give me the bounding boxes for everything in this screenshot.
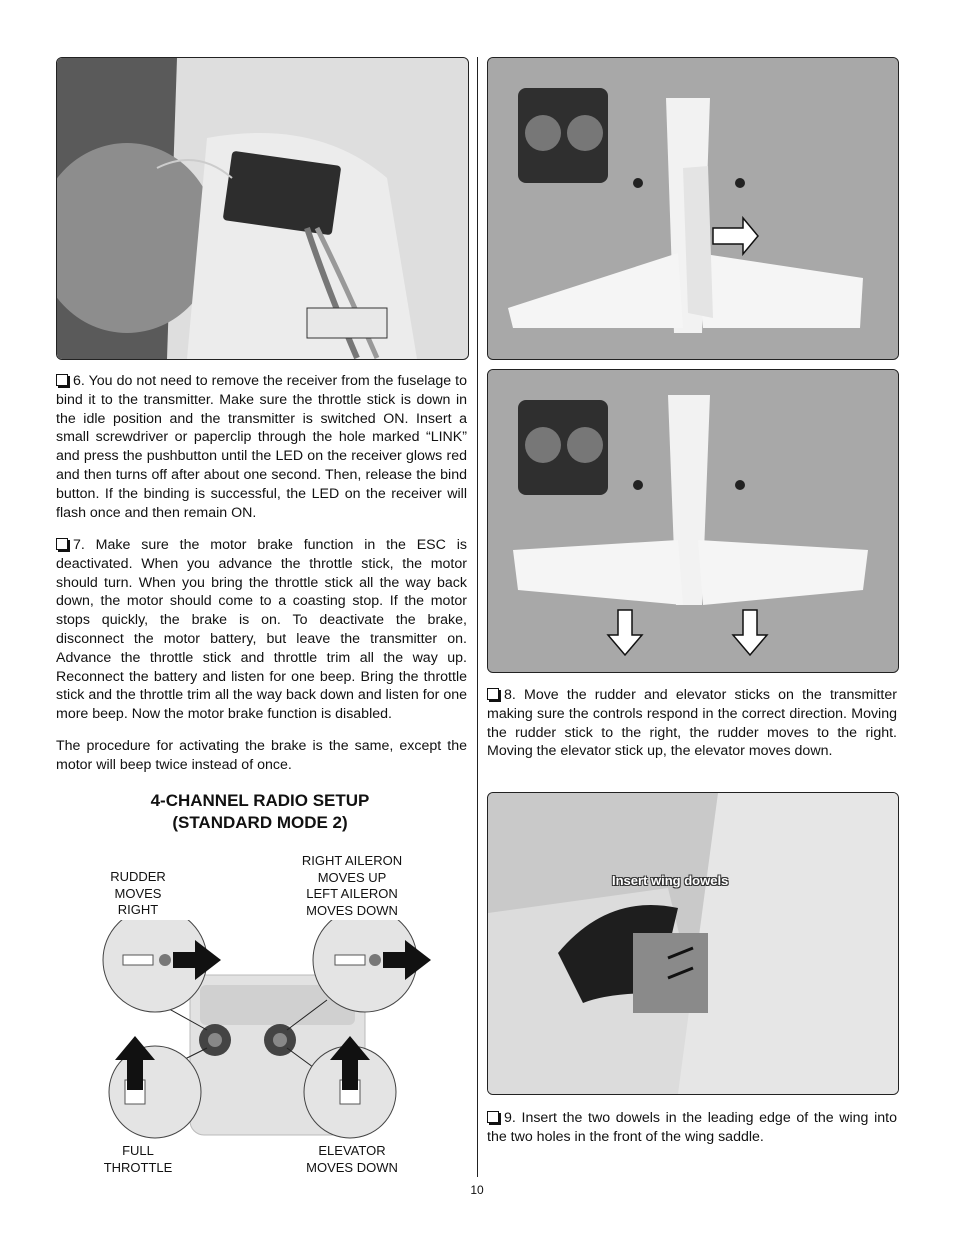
radio-setup-heading-line1: 4-CHANNEL RADIO SETUP: [150, 791, 370, 810]
rudder-photo: [487, 57, 899, 360]
step-8-checkbox[interactable]: [487, 688, 499, 700]
receiver-photo-illustration: [57, 58, 468, 359]
aileron-label-line3: LEFT AILERON: [306, 886, 398, 901]
elevator-label-line1: ELEVATOR: [318, 1143, 386, 1158]
step-8-text: 8. Move the rudder and elevator sticks on the transmitter making sure the controls respond in the correct direction. Moving the rudder stick to the right, the rudder moves to the right. Moving the elevator stick up, the elevator moves down.: [487, 687, 897, 760]
column-divider: [477, 57, 478, 1177]
aileron-stick-ball: [369, 954, 381, 966]
rudder-photo-illustration: [488, 58, 898, 359]
page-number: 10: [470, 1183, 484, 1197]
rudder-label: [88, 869, 188, 919]
elevator-photo: [487, 369, 899, 673]
radio-setup-heading-line2: (STANDARD MODE 2): [172, 813, 348, 832]
step-9-checkbox[interactable]: [487, 1111, 499, 1123]
step-9-text: 9. Insert the two dowels in the leading edge of the wing into the two holes in the front of the wing saddle.: [487, 1110, 897, 1145]
aileron-label-line2: MOVES UP: [317, 869, 387, 885]
brake-note: [56, 737, 467, 775]
rudder-stick-ball: [159, 954, 171, 966]
step-6: [56, 372, 467, 522]
wing-dowels-photo: [487, 792, 899, 1095]
wing-dowels-caption: Insert wing dowels: [612, 873, 729, 888]
rudder-label-line1: RUDDER: [110, 869, 166, 884]
rudder-label-line3: RIGHT: [117, 902, 159, 917]
step-8: [487, 686, 897, 761]
elevator-label-line2: MOVES DOWN: [306, 1159, 398, 1175]
transmitter-diagram: [95, 920, 455, 1140]
aileron-label-line1: RIGHT AILERON: [301, 853, 403, 868]
step-6-text: 6. You do not need to remove the receiver from the fuselage to bind it to the transmitter. Make sure the throttle stick is down in the idle position and the transmitter is switched ON. Insert a small screwdriver or paperclip through the hole marked “LINK” and press the pushbutton until the LED on the receiver glows red and then turns off after about one second. Then, release the bind button. If the binding is successful, the LED on the receiver will flash once and then remain ON.: [56, 373, 467, 521]
rudder-stick-slot: [123, 955, 153, 965]
step-7-text: 7. Make sure the motor brake function in the ESC is deactivated. When you advance the throttle stick, the motor should turn. When you bring the throttle stick all the way back down, the motor should come to a coasting stop. If the motor stops quickly, the brake is on. To deactivate the brake, disconnect the motor battery, but leave the transmitter on. Advance the throttle stick and throttle trim all the way up. Reconnect the battery and listen for one beep. Bring the throttle stick and the throttle trim all the way back down and listen for one more beep. Now the motor brake function is disabled.: [56, 537, 467, 723]
elevator-label: [292, 1143, 412, 1176]
throttle-label: [88, 1143, 188, 1176]
rudder-label-line2: MOVES: [114, 885, 162, 901]
receiver-photo: [56, 57, 469, 360]
aileron-label-line4: MOVES DOWN: [306, 902, 398, 918]
throttle-label-line2: THROTTLE: [103, 1159, 173, 1175]
radio-setup-heading: [60, 790, 460, 834]
aileron-stick-slot: [335, 955, 365, 965]
step-7: [56, 536, 467, 724]
step-7-checkbox[interactable]: [56, 538, 68, 550]
left-stick: [208, 1033, 222, 1047]
wing-dowels-photo-illustration: [488, 793, 898, 1094]
throttle-label-line1: FULL: [122, 1143, 154, 1158]
aileron-label: [282, 853, 422, 919]
step-9: [487, 1109, 897, 1147]
step-6-checkbox[interactable]: [56, 374, 68, 386]
elevator-photo-illustration: [488, 370, 898, 672]
right-stick: [273, 1033, 287, 1047]
brake-note-text: The procedure for activating the brake is the same, except the motor will beep twice instead of once.: [56, 738, 467, 773]
